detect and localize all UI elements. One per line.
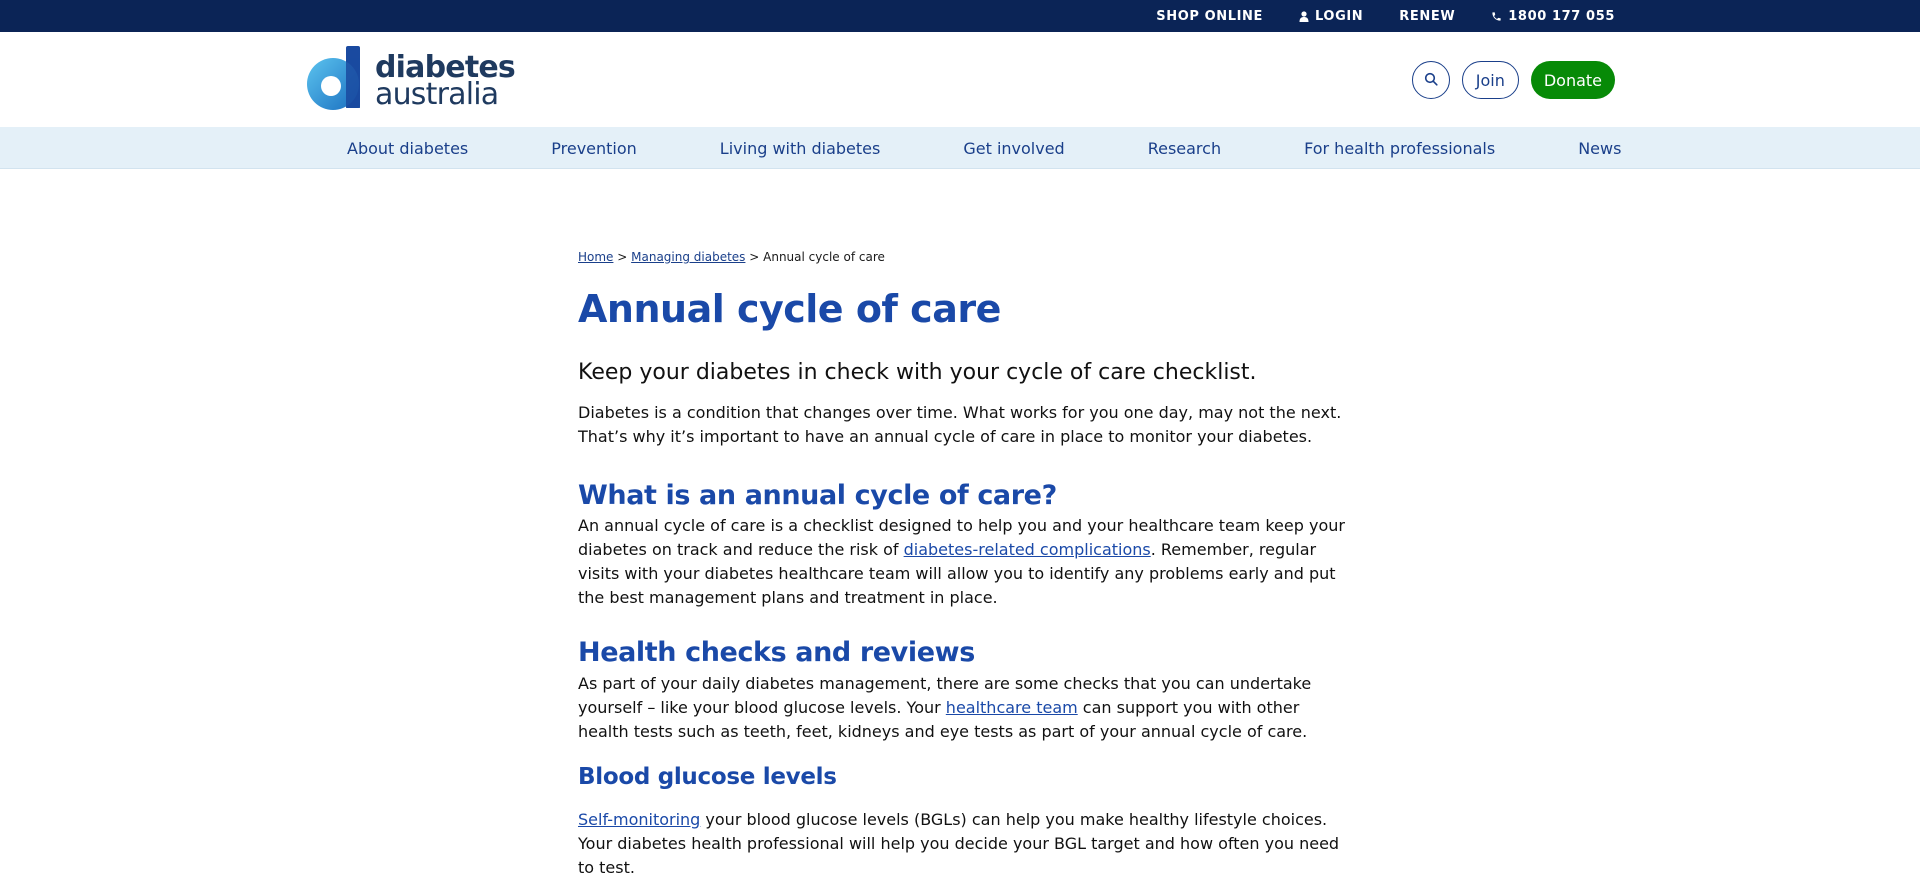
health-checks-paragraph [578, 672, 1348, 744]
login-label: LOGIN [1315, 8, 1364, 24]
nav-item-prevention[interactable]: Prevention [551, 138, 637, 158]
search-icon [1424, 72, 1438, 89]
lead-paragraph: Keep your diabetes in check with your cycle of care checklist. [578, 360, 1257, 385]
logo-line-1: diabetes [375, 50, 515, 85]
nav-item-news[interactable]: News [1578, 138, 1622, 158]
renew-link[interactable] [1399, 9, 1455, 24]
site-header [0, 32, 1920, 127]
join-button[interactable]: Join [1462, 61, 1519, 99]
article-content [578, 248, 1348, 880]
blood-glucose-paragraph [578, 808, 1348, 880]
healthcare-team-link[interactable]: healthcare team [945, 698, 1078, 717]
header-actions [1412, 61, 1615, 99]
health-checks-text-start: As part of your daily diabetes management, there are some checks that you can undertake yourself – like your blood glucose levels. Your [578, 674, 1312, 717]
breadcrumb-home-link[interactable]: Home [578, 250, 614, 264]
annual-cycle-paragraph [578, 514, 1348, 610]
phone-icon [1491, 11, 1502, 22]
blood-glucose-text: your blood glucose levels (BGLs) can help you make healthy lifestyle choices. Your diabetes health professional will help you decide your BGL target and how often you need to test. [578, 810, 1340, 877]
diabetes-australia-logo[interactable] [306, 46, 515, 112]
section-heading-blood-glucose: Blood glucose levels [578, 764, 837, 790]
donate-button[interactable]: Donate [1531, 61, 1615, 99]
shop-online-label: SHOP ONLINE [1156, 8, 1264, 24]
utility-links [1156, 0, 1615, 32]
main-nav-items [347, 127, 1621, 169]
annual-cycle-text-end: . Remember, regular visits with your diabetes healthcare team will allow you to identify any problems early and put the best management plans and treatment in place. [578, 540, 1336, 607]
phone-link[interactable] [1491, 9, 1615, 24]
breadcrumb-managing-diabetes-link[interactable]: Managing diabetes [631, 250, 746, 264]
nav-item-research[interactable]: Research [1147, 138, 1222, 158]
person-icon [1299, 11, 1309, 22]
section-heading-annual-cycle: What is an annual cycle of care? [578, 480, 1057, 511]
health-checks-text-end: can support you with other health tests such as teeth, feet, kidneys and eye tests as part of your annual cycle of care. [578, 698, 1308, 741]
page-title: Annual cycle of care [578, 287, 1001, 331]
utility-bar [0, 0, 1920, 32]
main-nav [0, 127, 1920, 169]
nav-item-for-health-professionals[interactable]: For health professionals [1304, 138, 1496, 158]
breadcrumb-separator: > [613, 250, 632, 264]
login-link[interactable] [1299, 9, 1363, 24]
intro-paragraph: Diabetes is a condition that changes over time. What works for you one day, may not the next. That’s why it’s important to have an annual cycle of care in place to monitor your diabetes. [578, 403, 1342, 446]
logo-wordmark [375, 50, 515, 112]
breadcrumb-current: Annual cycle of care [763, 250, 885, 264]
logo-line-2: australia [375, 77, 499, 112]
nav-item-get-involved[interactable]: Get involved [963, 138, 1065, 158]
search-button[interactable] [1412, 61, 1450, 99]
section-heading-health-checks: Health checks and reviews [578, 637, 975, 668]
shop-online-link[interactable] [1156, 9, 1263, 24]
phone-label: 1800 177 055 [1508, 8, 1615, 24]
breadcrumb-separator: > [745, 250, 764, 264]
renew-label: RENEW [1399, 8, 1456, 24]
logo-mark-icon [306, 46, 362, 110]
breadcrumb [578, 248, 1348, 266]
annual-cycle-text-start: An annual cycle of care is a checklist designed to help you and your healthcare team keep your diabetes on track and reduce the risk of [578, 516, 1345, 559]
self-monitoring-link[interactable]: Self-monitoring [578, 810, 701, 829]
nav-item-living-with-diabetes[interactable]: Living with diabetes [719, 138, 881, 158]
diabetes-related-complications-link[interactable]: diabetes-related complications [903, 540, 1151, 559]
nav-item-about-diabetes[interactable]: About diabetes [347, 138, 469, 158]
